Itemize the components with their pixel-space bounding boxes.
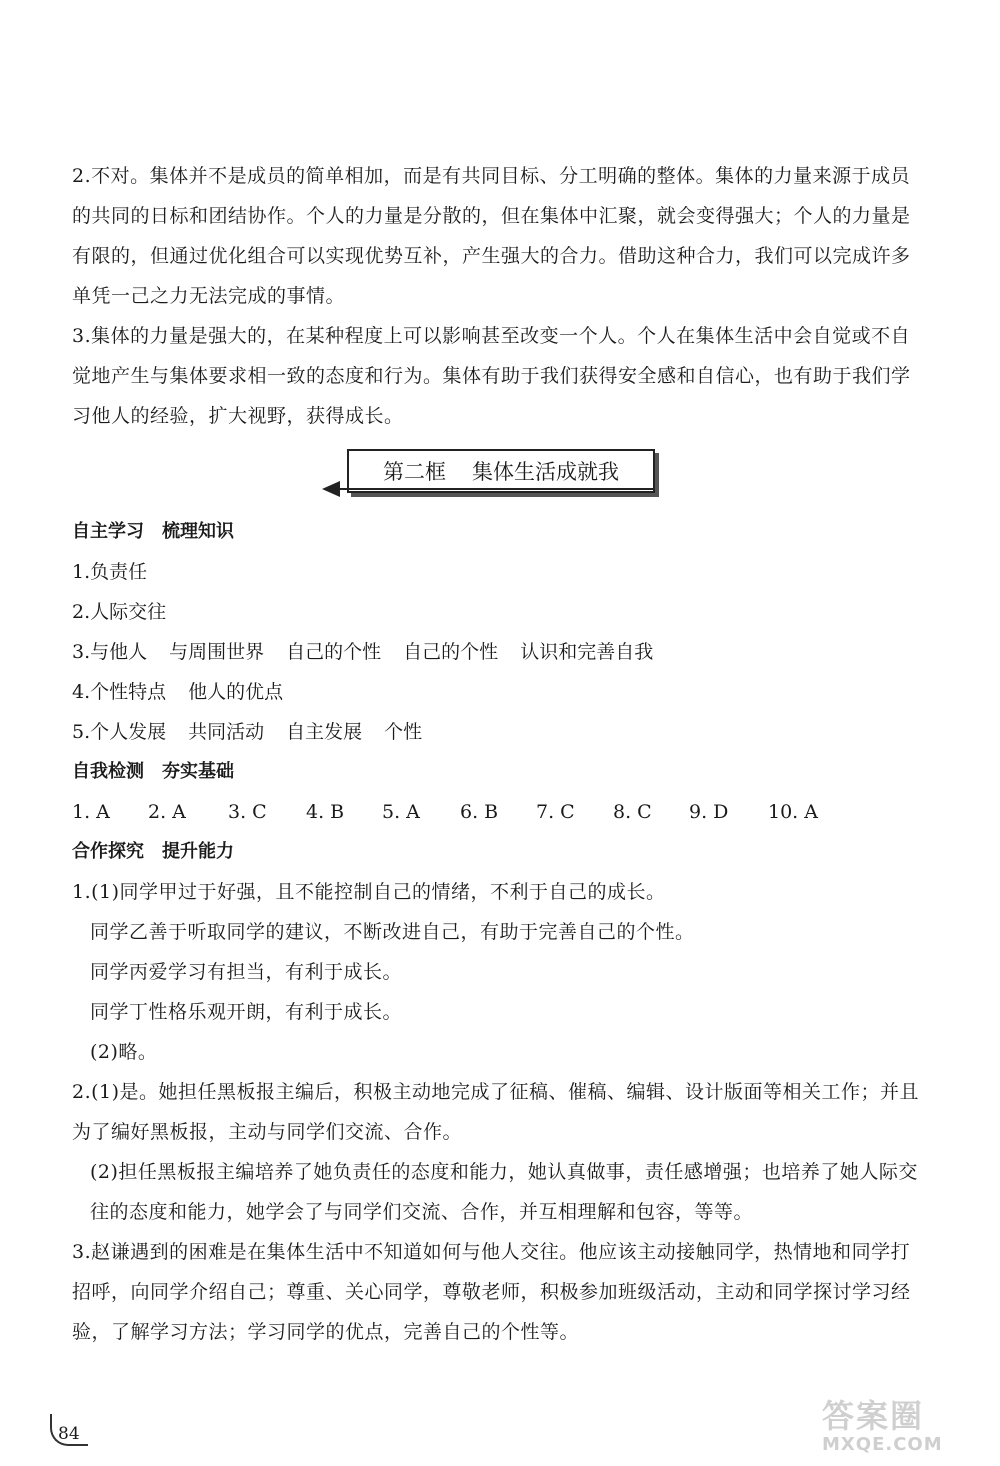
choice-answer: 2. A bbox=[148, 801, 186, 823]
choice-answers-row bbox=[72, 792, 872, 832]
choice-answer: 5. A bbox=[382, 801, 420, 823]
choice-answer: 8. C bbox=[613, 801, 652, 823]
watermark-logo bbox=[822, 1398, 992, 1460]
section-title-part2: 集体生活成就我 bbox=[472, 460, 619, 484]
page-number: 84 bbox=[58, 1424, 80, 1444]
answer-paragraph-3: 3.集体的力量是强大的，在某种程度上可以影响甚至改变一个人。个人在集体生活中会自觉或不自觉地产生与集体要求相一致的态度和行为。集体有助于我们获得安全感和自信心，也有助于我们学习他人的经验，扩大视野，获得成长。 bbox=[72, 325, 911, 427]
choice-answer: 10. A bbox=[768, 801, 818, 823]
section-underline bbox=[338, 488, 654, 490]
choice-answer: 9. D bbox=[689, 801, 729, 823]
self-study-item-3: 3.与他人 与周围世界 自己的个性 自己的个性 认识和完善自我 bbox=[72, 641, 654, 663]
coop-q1-line4: 同学丁性格乐观开朗，有利于成长。 bbox=[90, 1001, 403, 1023]
self-study-item-2: 2.人际交往 bbox=[72, 601, 167, 623]
choice-answer: 1. A bbox=[72, 801, 110, 823]
self-study-item-1: 1.负责任 bbox=[72, 561, 148, 583]
coop-q1-line2: 同学乙善于听取同学的建议，不断改进自己，有助于完善自己的个性。 bbox=[90, 921, 695, 943]
answer-paragraph-2: 2.不对。集体并不是成员的简单相加，而是有共同目标、分工明确的整体。集体的力量来源于成员的共同的日标和团结协作。个人的力量是分散的，但在集体中汇聚，就会变得强大；个人的力量是有限的，但通过优化组合可以实现优势互补，产生强大的合力。借助这种合力，我们可以完成许多单凭一己之力无法完成的事情。 bbox=[72, 165, 911, 307]
self-study-item-4: 4.个性特点 他人的优点 bbox=[72, 681, 284, 703]
choice-answer: 3. C bbox=[228, 801, 267, 823]
coop-q1-line3: 同学丙爱学习有担当，有利于成长。 bbox=[90, 961, 403, 983]
watermark-line2: MXQE.COM bbox=[822, 1434, 943, 1455]
section-title-box bbox=[347, 449, 655, 493]
coop-q1-line1: 1.(1)同学甲过于好强，且不能控制自己的情绪，不利于自己的成长。 bbox=[72, 881, 666, 903]
coop-q3: 3.赵谦遇到的困难是在集体生活中不知道如何与他人交往。他应该主动接触同学，热情地和同学打招呼，向同学介绍自己；尊重、关心同学，尊敬老师，积极参加班级活动，主动和同学探讨学习经验，了解学习方法；学习同学的优点，完善自己的个性等。 bbox=[72, 1241, 911, 1343]
coop-q2-part2: (2)担任黑板报主编培养了她负责任的态度和能力，她认真做事，责任感增强；也培养了她人际交往的态度和能力，她学会了与同学们交流、合作，并互相理解和包容，等等。 bbox=[90, 1161, 918, 1223]
heading-self-study: 自主学习 梳理知识 bbox=[72, 521, 234, 542]
choice-answer: 7. C bbox=[536, 801, 575, 823]
watermark-line1: 答案圈 bbox=[822, 1397, 925, 1435]
arrow-left-icon bbox=[322, 481, 340, 497]
coop-q2-part1: 2.(1)是。她担任黑板报主编后，积极主动地完成了征稿、催稿、编辑、设计版面等相关工作；并且为了编好黑板报，主动与同学们交流、合作。 bbox=[72, 1081, 920, 1143]
self-study-item-5: 5.个人发展 共同活动 自主发展 个性 bbox=[72, 721, 423, 743]
heading-cooperation: 合作探究 提升能力 bbox=[72, 841, 234, 862]
choice-answer: 4. B bbox=[306, 801, 345, 823]
choice-answer: 6. B bbox=[460, 801, 499, 823]
section-title-part1: 第二框 bbox=[383, 460, 446, 484]
coop-q1-line5: (2)略。 bbox=[90, 1041, 158, 1063]
heading-self-check: 自我检测 夯实基础 bbox=[72, 761, 234, 782]
